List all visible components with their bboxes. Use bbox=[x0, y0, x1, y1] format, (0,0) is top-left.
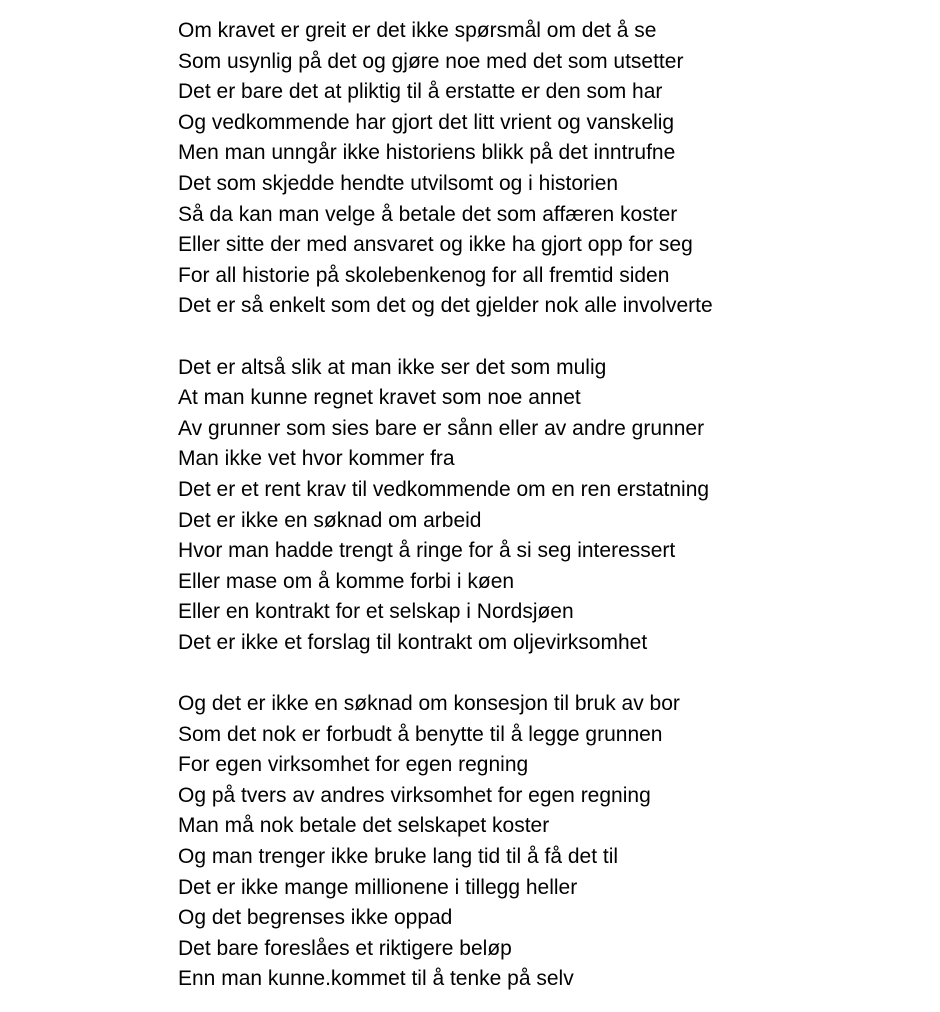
poem-line: Man ikke vet hvor kommer fra bbox=[178, 447, 455, 471]
poem-line: For egen virksomhet for egen regning bbox=[178, 753, 529, 777]
poem-line: Av grunner som sies bare er sånn eller av andre grunner bbox=[178, 416, 705, 440]
poem-line: Eller mase om å komme forbi i køen bbox=[178, 569, 515, 593]
poem-line: Eller sitte der med ansvaret og ikke ha gjort opp for seg bbox=[178, 233, 693, 257]
poem-line: Det som skjedde hendte utvilsomt og i historien bbox=[178, 171, 619, 195]
poem-line: Men man unngår ikke historiens blikk på det inntrufne bbox=[178, 141, 676, 165]
poem-line: Det er bare det at pliktig til å erstatte er den som har bbox=[178, 80, 663, 104]
poem-line: Og man trenger ikke bruke lang tid til å få det til bbox=[178, 845, 619, 869]
poem-line: Man må nok betale det selskapet koster bbox=[178, 814, 550, 838]
poem-line: Hvor man hadde trengt å ringe for å si seg interessert bbox=[178, 539, 676, 563]
poem-line: Og det begrenses ikke oppad bbox=[178, 906, 453, 930]
poem-line: For all historie på skolebenkenog for all fremtid siden bbox=[178, 263, 670, 287]
poem-line: Det er altså slik at man ikke ser det som mulig bbox=[178, 355, 607, 379]
poem-line: Enn man kunne.kommet til å tenke på selv bbox=[178, 967, 574, 991]
poem-line: Som det nok er forbudt å benytte til å legge grunnen bbox=[178, 722, 663, 746]
stanza-2 bbox=[178, 353, 940, 659]
poem-line: Og det er ikke en søknad om konsesjon til bruk av bor bbox=[178, 692, 680, 716]
poem-line: Eller en kontrakt for et selskap i Nordsjøen bbox=[178, 600, 574, 624]
poem-line: Og på tvers av andres virksomhet for egen regning bbox=[178, 783, 651, 807]
poem-line: Det er ikke en søknad om arbeid bbox=[178, 508, 482, 532]
poem-document bbox=[178, 16, 940, 1012]
stanza-3 bbox=[178, 689, 940, 995]
poem-line: Det er ikke mange millionene i tillegg heller bbox=[178, 875, 578, 899]
poem-line: Det er så enkelt som det og det gjelder nok alle involverte bbox=[178, 294, 713, 318]
poem-line: Om kravet er greit er det ikke spørsmål om det å se bbox=[178, 19, 657, 42]
poem-line: At man kunne regnet kravet som noe annet bbox=[178, 386, 581, 410]
stanza-1 bbox=[178, 16, 940, 322]
poem-line: Som usynlig på det og gjøre noe med det som utsetter bbox=[178, 49, 684, 73]
poem-line: Det bare foreslåes et riktigere beløp bbox=[178, 936, 512, 960]
poem-line: Så da kan man velge å betale det som affæren koster bbox=[178, 202, 678, 226]
poem-line: Det er et rent krav til vedkommende om en ren erstatning bbox=[178, 477, 710, 501]
poem-line: Og vedkommende har gjort det litt vrient og vanskelig bbox=[178, 110, 675, 134]
poem-line: Det er ikke et forslag til kontrakt om oljevirksomhet bbox=[178, 630, 648, 654]
